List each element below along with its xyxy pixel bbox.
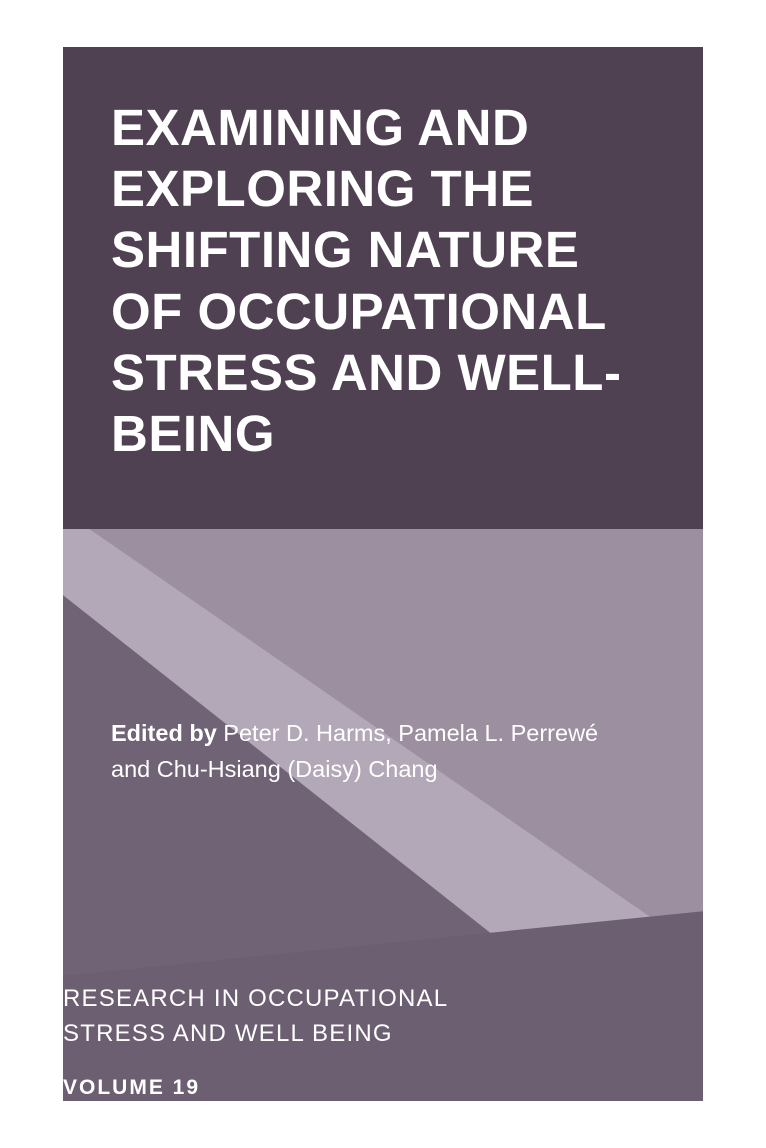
series-title-line-1: RESEARCH IN OCCUPATIONAL <box>63 985 449 1013</box>
series-title-line-2: STRESS AND WELL BEING <box>63 1020 393 1048</box>
series-volume: VOLUME 19 <box>63 1076 201 1099</box>
book-title: EXAMINING AND EXPLORING THE SHIFTING NATURE OF OCCUPATIONAL STRESS AND WELL-BEING <box>111 99 622 462</box>
title-panel <box>63 47 703 529</box>
editor-names-line-2: and Chu-Hsiang (Daisy) Chang <box>111 756 438 783</box>
series-footer <box>63 928 703 1148</box>
editor-names-line-1: Peter D. Harms, Pamela L. Perrewé <box>223 720 599 746</box>
edited-by-label: Edited by <box>111 720 217 746</box>
editors-block <box>111 715 671 788</box>
series-title <box>63 982 623 1052</box>
